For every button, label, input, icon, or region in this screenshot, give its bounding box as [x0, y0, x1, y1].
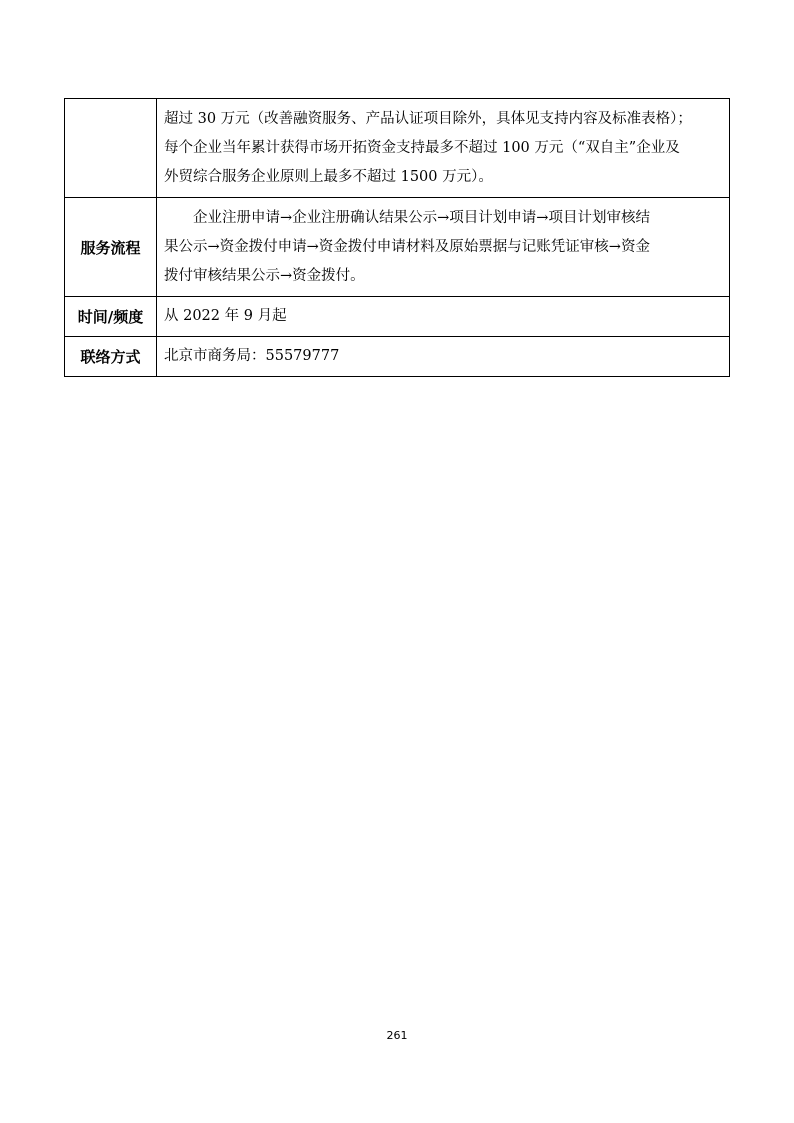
row-label-contact: 联络方式 [65, 337, 157, 377]
support-limit-content [157, 99, 730, 198]
table-row-support-limit [65, 99, 730, 198]
content-line: 拨付审核结果公示→资金拨付。 [164, 267, 365, 284]
row-label-time-frequency: 时间/频度 [65, 297, 157, 337]
table-row-time-frequency [65, 297, 730, 337]
table-row-service-process [65, 198, 730, 297]
content-line: 从 2022 年 9 月起 [164, 308, 287, 324]
row-label-service-process: 服务流程 [65, 198, 157, 297]
content-line: 外贸综合服务企业原则上最多不超过 1500 万元）。 [164, 168, 493, 185]
content-line: 每个企业当年累计获得市场开拓资金支持最多不超过 100 万元（“双自主”企业及 [164, 139, 680, 156]
row-label-empty [65, 99, 157, 198]
policy-table [64, 98, 730, 377]
content-line: 果公示→资金拨付申请→资金拨付申请材料及原始票据与记账凭证审核→资金 [164, 238, 650, 255]
table-row-contact [65, 337, 730, 377]
content-line: 北京市商务局：55579777 [164, 348, 340, 364]
content-line: 超过 30 万元（改善融资服务、产品认证项目除外，具体见支持内容及标准表格）； [164, 110, 692, 127]
service-process-content [157, 198, 730, 297]
contact-content [157, 337, 730, 377]
content-line: 企业注册申请→企业注册确认结果公示→项目计划申请→项目计划审核结 [193, 209, 650, 226]
time-frequency-content [157, 297, 730, 337]
page-number: 261 [386, 1029, 408, 1042]
